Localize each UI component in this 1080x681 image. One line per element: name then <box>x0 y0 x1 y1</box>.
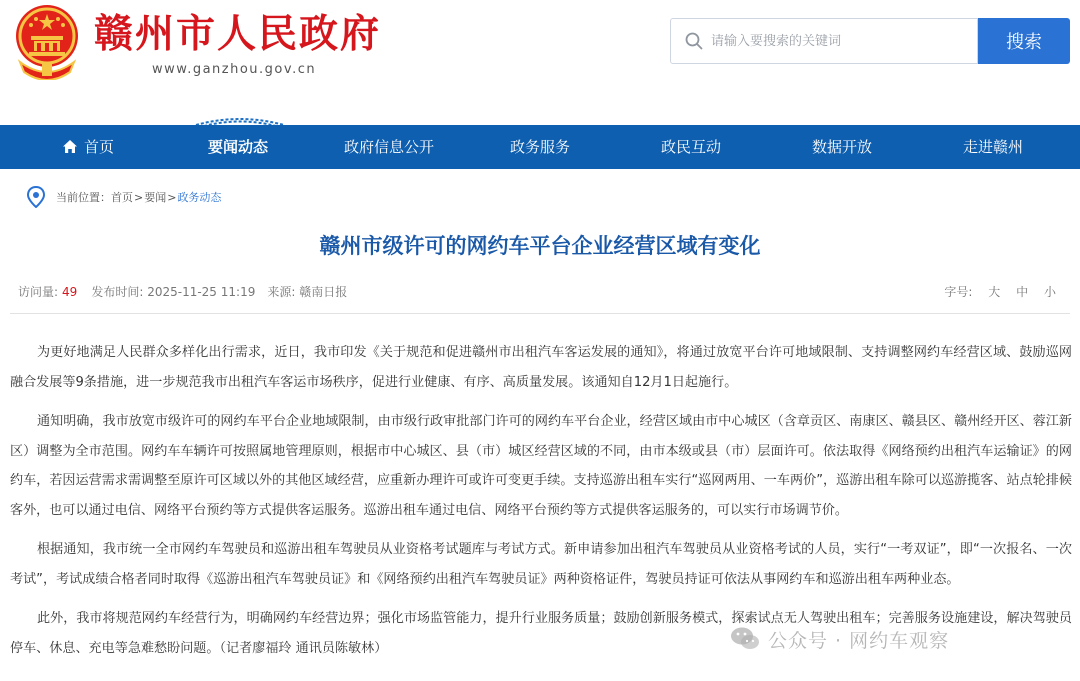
breadcrumb-item-news[interactable]: 要闻 <box>144 191 167 204</box>
national-emblem-icon[interactable] <box>12 2 82 80</box>
article-title: 赣州市级许可的网约车平台企业经营区域有变化 <box>319 234 761 258</box>
nav-item-government-info[interactable]: 政府信息公开 <box>343 138 434 156</box>
article-body <box>10 338 1072 673</box>
font-size-small-button[interactable]: 小 <box>1043 285 1056 299</box>
nav-item-label: 首页 <box>83 138 114 156</box>
nav-item-interaction[interactable]: 政民互动 <box>660 138 721 156</box>
divider <box>10 313 1070 314</box>
search-button[interactable]: 搜索 <box>978 18 1070 64</box>
search-icon <box>685 32 703 50</box>
breadcrumb-item-current[interactable]: 政务动态 <box>177 191 222 204</box>
site-title[interactable]: 赣州市人民政府 <box>94 12 382 57</box>
source-value: 赣南日报 <box>299 285 348 299</box>
font-size-large-button[interactable]: 大 <box>988 285 1001 299</box>
publish-date: 2025-11-25 11:19 <box>147 285 256 299</box>
nav-item-about-ganzhou[interactable]: 走进赣州 <box>962 138 1023 156</box>
article-meta <box>18 283 347 300</box>
views-count: 49 <box>62 285 78 299</box>
watermark-text: 公众号 · 网约车观察 <box>768 629 950 652</box>
main-nav <box>0 125 1080 169</box>
font-size-label: 字号: <box>944 285 973 299</box>
views-label: 访问量: <box>18 285 59 299</box>
breadcrumb <box>26 186 221 208</box>
font-size-medium-button[interactable]: 中 <box>1016 285 1029 299</box>
source-label: 来源: <box>267 285 296 299</box>
home-icon <box>62 139 78 154</box>
article-paragraph: 此外，我市将规范网约车经营行为，明确网约车经营边界；强化市场监管能力，提升行业服务质量；鼓励创新服务模式，探索试点无人驾驶出租车；完善服务设施建设，解决驾驶员停车、休息、充电等急难愁盼问题。（记者廖福玲 通讯员陈敏林） <box>10 611 1072 656</box>
breadcrumb-item-home[interactable]: 首页 <box>111 191 133 204</box>
search-box <box>670 18 978 64</box>
site-url: www.ganzhou.gov.cn <box>152 62 317 77</box>
article-paragraph: 通知明确，我市放宽市级许可的网约车平台企业地域限制，由市级行政审批部门许可的网约车平台企业，经营区域由市中心城区（含章贡区、南康区、赣县区、赣州经开区、蓉江新区）调整为全市范围。网约车车辆许可按照属地管理原则，根据市中心城区、县（市）城区经营区域的不同，由市本级或县（市）层面许可。依法取得《网络预约出租汽车运输证》的网约车，若因运营需求需调整至原许可区域以外的其他区域经营，应重新办理许可或许可变更手续。支持巡游出租车实行“巡网两用、一车两价”，巡游出租车除可以巡游揽客、站点轮排候客外，也可以通过电信、网络平台预约等方式提供客运服务。巡游出租车通过电信、网络平台预约等方式提供客运服务的，可以实行市场调节价。 <box>10 414 1072 518</box>
site-header <box>0 0 1080 125</box>
date-label: 发布时间: <box>91 285 144 299</box>
location-pin-icon <box>26 186 46 208</box>
breadcrumb-prefix: 当前位置： <box>56 191 111 204</box>
font-size-control <box>944 283 1056 300</box>
article-paragraph: 为更好地满足人民群众多样化出行需求，近日，我市印发《关于规范和促进赣州市出租汽车客运发展的通知》，将通过放宽平台许可地域限制、支持调整网约车经营区域、鼓励巡网融合发展等9条措施，进一步规范我市出租汽车客运市场秩序，促进行业健康、有序、高质量发展。该通知自12月1日起施行。 <box>10 345 1072 390</box>
breadcrumb-separator: > <box>134 190 144 204</box>
nav-item-home[interactable] <box>56 125 120 169</box>
article-paragraph: 根据通知，我市统一全市网约车驾驶员和巡游出租车驾驶员从业资格考试题库与考试方式。新申请参加出租汽车驾驶员从业资格考试的人员，实行“一考双证”，即“一次报名、一次考试”，考试成绩合格者同时取得《巡游出租汽车驾驶员证》和《网络预约出租汽车驾驶员证》两种资格证件，驾驶员持证可依法从事网约车和巡游出租车两种业态。 <box>10 542 1072 587</box>
nav-item-government-services[interactable]: 政务服务 <box>509 138 570 156</box>
nav-item-open-data[interactable]: 数据开放 <box>811 138 872 156</box>
search-input[interactable] <box>711 19 971 63</box>
breadcrumb-separator: > <box>167 190 177 204</box>
nav-item-news[interactable]: 要闻动态 <box>207 138 268 156</box>
